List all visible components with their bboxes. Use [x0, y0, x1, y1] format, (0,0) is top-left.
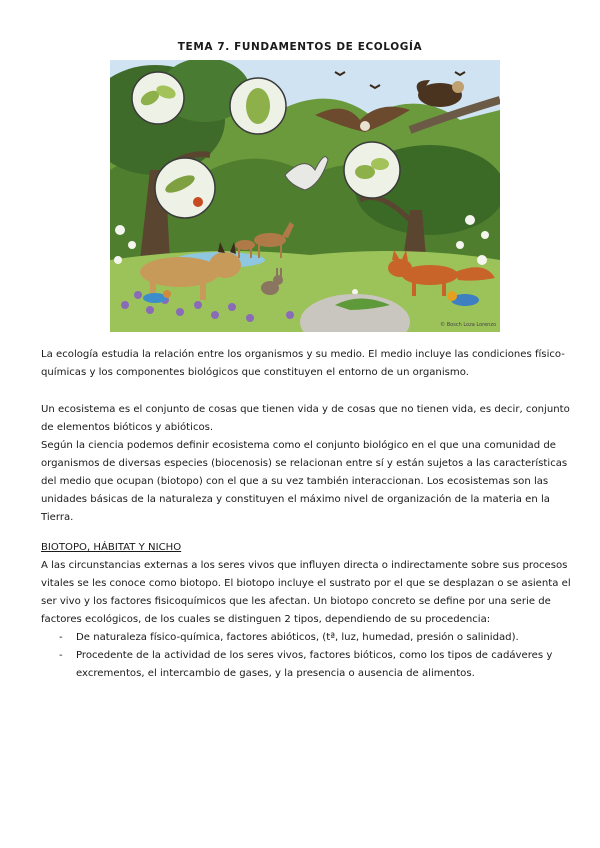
- list-item-text: De naturaleza físico-química, factores abióticos, (tª, luz, humedad, presión o salinidad).: [76, 632, 519, 643]
- magnifier-leaf-2: [230, 78, 286, 134]
- magnifier-leaves-4: [344, 142, 400, 198]
- magnifier-berry-3: [155, 158, 215, 218]
- paragraph-ecosystem-science: Según la ciencia podemos definir ecosistema como el conjunto biológico en el que una comunidad de organismos de diversas especies (biocenosis) se relacionan entre sí y están sujetos a las características del medio que ocupan (biotopo) con el que a su vez también interaccionan. Los ecosistemas son las unidades básicas de la naturaleza y constituyen el máximo nivel de organización de la materia en la Tierra.: [41, 440, 568, 523]
- section-heading-biotopo: BIOTOPO, HÁBITAT Y NICHO: [41, 542, 182, 553]
- paragraph-ecosystem-definition: Un ecosistema es el conjunto de cosas que tienen vida y de cosas que no tienen vida, es decir, conjunto de elementos bióticos y abióticos.: [41, 404, 570, 433]
- paragraph-ecosystem-container: [41, 401, 571, 527]
- section-biotopo: [41, 539, 571, 683]
- list-item: [41, 647, 571, 683]
- magnifier-leaves-1: [132, 72, 184, 124]
- bullet-dash: -: [59, 632, 63, 643]
- page-title: TEMA 7. FUNDAMENTOS DE ECOLOGÍA: [177, 41, 423, 53]
- paragraph-ecology-definition: La ecología estudia la relación entre los organismos y su medio. El medio incluye las condiciones físico-químicas y los componentes biológicos que constituyen el entorno de un organismo.: [41, 349, 565, 378]
- bullet-dash: -: [59, 650, 63, 661]
- factors-list: [41, 629, 571, 683]
- paragraph-intro-container: [41, 346, 571, 382]
- ecosystem-illustration: [110, 60, 500, 332]
- illustration-credit: © Bosch Loza Lorenzo: [440, 322, 496, 328]
- list-item-text: Procedente de la actividad de los seres vivos, factores bióticos, como los tipos de cadáveres y excrementos, el intercambio de gases, y la presencia o ausencia de alimentos.: [76, 650, 553, 679]
- paragraph-biotopo: A las circunstancias externas a los seres vivos que influyen directa o indirectamente sobre sus procesos vitales se les conoce como biotopo. El biotopo incluye el sustrato por el que se desplazan o se asienta el ser vivo y los factores fisicoquímicos que les afectan. Un biotopo concreto se define por una serie de factores ecológicos, de los cuales se distinguen 2 tipos, dependiendo de su procedencia:: [41, 560, 571, 625]
- list-item: [41, 629, 571, 647]
